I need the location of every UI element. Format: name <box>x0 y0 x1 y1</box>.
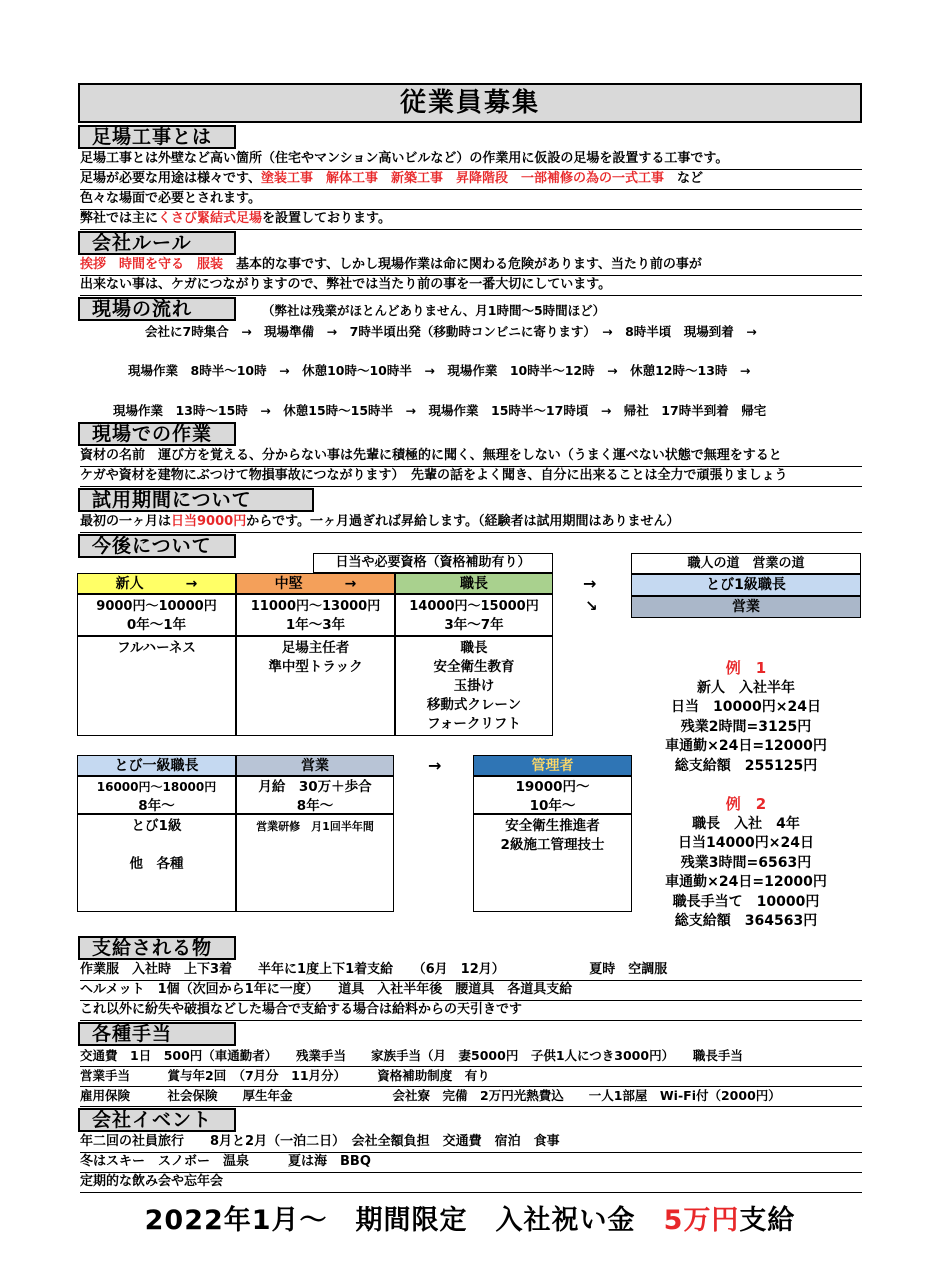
years-text: 3年〜7年 <box>444 617 504 633</box>
col-header-tobi: とび一級職長 <box>77 755 236 776</box>
bonus-banner <box>0 1198 940 1237</box>
text-line: 資材の名前 運び方を覚える、分からない事は先輩に積極的に聞く、無理をしない（うまく運べない状態で無理をすると <box>80 447 862 467</box>
cell-pay-years <box>395 594 553 636</box>
cell-qualifications <box>77 636 236 736</box>
cell-qualifications <box>473 814 632 912</box>
cell-pay-years <box>473 776 632 814</box>
highlight-text: くさび緊結式足場 <box>158 211 263 226</box>
section-heading-event: 会社イベント <box>78 1108 236 1132</box>
banner-amount: 5万円 <box>663 1205 740 1236</box>
example-line: 車通勤×24日=12000円 <box>665 874 827 890</box>
section-heading-future: 今後について <box>78 534 236 558</box>
example-line: 残業2時間=3125円 <box>680 718 812 735</box>
text-line: 出来ない事は、ケガにつながりますので、弊社では当たり前の事を一番大切にしています。 <box>80 276 862 296</box>
text-line: 作業服 入社時 上下3着 半年に1度上下1着支給 （6月 12月） 夏時 空調服 <box>80 961 862 981</box>
cell-qualifications <box>236 814 394 912</box>
pay-text: 14000円〜15000円 <box>409 599 539 614</box>
cell-pay-years <box>236 594 395 636</box>
cell-qualifications <box>236 636 395 736</box>
text-span: からです。一ヶ月過ぎれば昇給します。（経験者は試用期間はありません） <box>246 514 680 529</box>
cell-pay-years <box>77 594 236 636</box>
col-header-manager: 管理者 <box>473 755 632 776</box>
qualification-item: 安全衛生推進者 <box>505 818 600 834</box>
example-line: 残業3時間=6563円 <box>680 854 812 871</box>
text-line: 足場工事とは外壁など高い箇所（住宅やマンション高いビルなど）の作業用に仮設の足場を設置する工事です。 <box>80 150 862 170</box>
qualification-item: フォークリフト <box>427 716 521 732</box>
text-line: 交通費 1日 500円（車通勤者） 残業手当 家族手当（月 妻5000円 子供1人につき3000円） 職長手当 <box>80 1047 862 1067</box>
cell-pay-years <box>77 776 236 814</box>
example-line: 総支給額 255125円 <box>674 757 818 774</box>
highlight-text: 挨拶 時間を守る 服装 <box>80 257 224 272</box>
text-line: 冬はスキー スノボー 温泉 夏は海 BBQ <box>80 1153 862 1173</box>
section-heading-work: 現場での作業 <box>78 422 236 446</box>
text-line: 定期的な飲み会や忘年会 <box>80 1173 862 1193</box>
col-header-chuken: 中堅 → <box>236 573 395 594</box>
years-text: 10年〜 <box>529 798 576 814</box>
qualification-item: 準中型トラック <box>268 659 363 675</box>
example-line: 職長手当て 10000円 <box>672 893 820 910</box>
example-1 <box>630 659 862 776</box>
years-text: 8年〜 <box>138 798 175 814</box>
example-line: 新人 入社半年 <box>697 679 795 696</box>
qualification-item: フルハーネス <box>117 640 196 656</box>
flow-line-3: 現場作業 13時〜15時 → 休憩15時〜15時半 → 現場作業 15時半〜17時頃 → 帰社 17時半到着 帰宅 <box>113 403 767 418</box>
career-path-sales: 営業 <box>631 596 861 618</box>
qualification-item: とび1級 <box>131 818 182 834</box>
example-line: 総支給額 364563円 <box>674 913 818 929</box>
qualification-item: 移動式クレーン <box>426 697 522 713</box>
qualification-item: 2級施工管理技士 <box>500 837 605 853</box>
section-heading-flow: 現場の流れ <box>78 297 236 321</box>
arrow-diag-icon: ↘ <box>585 597 598 615</box>
example-line: 日当 10000円×24日 <box>671 699 821 715</box>
text-span: 最初の一ヶ月は <box>80 514 172 529</box>
years-text: 8年〜 <box>296 798 334 814</box>
qualification-item: 玉掛け <box>453 678 495 694</box>
career-path-tobi: とび1級職長 <box>631 574 861 596</box>
text-line: 色々な場面で必要とされます。 <box>80 190 862 210</box>
pay-text: 16000円〜18000円 <box>96 780 217 794</box>
banner-text: 2022年1月〜 期間限定 入社祝い金 <box>144 1205 664 1236</box>
text-span: を設置しております。 <box>262 211 391 226</box>
flow-line-2: 現場作業 8時半〜10時 → 休憩10時〜10時半 → 現場作業 10時半〜12時 → 休憩12時〜13時 → <box>128 363 751 378</box>
qualification-item: 他 各種 <box>129 856 184 872</box>
text-line <box>80 256 862 276</box>
arrow-right-icon: → <box>583 574 597 593</box>
text-line: ヘルメット 1個（次回から1年に一度） 道具 入社半年後 腰道具 各道具支給 <box>80 981 862 1001</box>
text-line: 雇用保険 社会保険 厚生年金 会社寮 完備 2万円光熱費込 一人1部屋 Wi-Fi付（2000円） <box>80 1087 862 1107</box>
text-line: 年二回の社員旅行 8月と2月（一泊二日） 会社全額負担 交通費 宿泊 食事 <box>80 1133 862 1153</box>
qualification-item: 職長 <box>460 640 488 656</box>
highlight-text: 塗装工事 解体工事 新築工事 昇降階段 一部補修の為の一式工事 <box>260 171 664 186</box>
section-heading-rule: 会社ルール <box>78 231 236 255</box>
col-header-shokucho: 職長 <box>395 573 553 594</box>
pay-text: 9000円〜10000円 <box>96 599 217 614</box>
example-title: 例 1 <box>725 659 767 677</box>
highlight-text: 日当9000円 <box>171 514 247 529</box>
text-line <box>80 210 862 230</box>
example-title: 例 2 <box>725 795 767 813</box>
years-text: 0年〜1年 <box>126 617 187 633</box>
text-span: 足場が必要な用途は様々です、 <box>80 171 261 186</box>
text-span: 弊社では主に <box>80 211 159 226</box>
col-header-shinjin: 新人 → <box>77 573 236 594</box>
career-path-title: 職人の道 営業の道 <box>631 553 861 574</box>
example-line: 職長 入社 4年 <box>692 815 800 832</box>
section-heading-allowance: 各種手当 <box>78 1022 236 1046</box>
text-line: これ以外に紛失や破損などした場合で支給する場合は給料からの天引きです <box>80 1001 862 1021</box>
page-title: 従業員募集 <box>78 83 862 123</box>
cell-qualifications <box>77 814 236 912</box>
text-line: ケガや資材を建物にぶつけて物損事故につながります） 先輩の話をよく聞き、自分に出来ることは全力で頑張りましょう <box>80 467 862 487</box>
qualification-item: 営業研修 月1回半年間 <box>256 820 374 833</box>
nittou-label: 日当や必要資格（資格補助有り） <box>313 553 553 573</box>
text-span: など <box>663 171 703 186</box>
cell-pay-years <box>236 776 394 814</box>
example-2 <box>630 795 862 932</box>
spacer <box>78 836 235 855</box>
col-header-sales: 営業 <box>236 755 394 776</box>
years-text: 1年〜3年 <box>285 617 346 633</box>
qualification-item: 足場主任者 <box>281 640 350 656</box>
banner-text: 支給 <box>739 1205 796 1236</box>
pay-text: 月給 30万＋歩合 <box>258 779 372 795</box>
section-heading-supply: 支給される物 <box>78 936 236 960</box>
pay-text: 19000円〜 <box>515 779 590 795</box>
pay-text: 11000円〜13000円 <box>250 599 381 614</box>
text-line <box>80 170 862 190</box>
cell-qualifications <box>395 636 553 736</box>
text-span: 基本的な事です、しかし現場作業は命に関わる危険があります、当たり前の事が <box>223 257 702 272</box>
arrow-right-icon: → <box>428 756 442 775</box>
qualification-item: 安全衛生教育 <box>433 659 515 675</box>
section-heading-trial: 試用期間について <box>78 488 314 512</box>
example-line: 車通勤×24日=12000円 <box>665 738 827 754</box>
flow-line-1: 会社に7時集合 → 現場準備 → 7時半頃出発（移動時コンビニに寄ります） → 8時半頃 現場到着 → <box>145 324 757 339</box>
example-line: 日当14000円×24日 <box>678 835 814 851</box>
flow-note: （弊社は残業がほとんどありません、月1時間〜5時間ほど） <box>262 303 606 318</box>
text-line: 営業手当 賞与年2回 （7月分 11月分） 資格補助制度 有り <box>80 1067 862 1087</box>
text-line <box>80 513 862 533</box>
section-heading-ashiba: 足場工事とは <box>78 125 236 149</box>
